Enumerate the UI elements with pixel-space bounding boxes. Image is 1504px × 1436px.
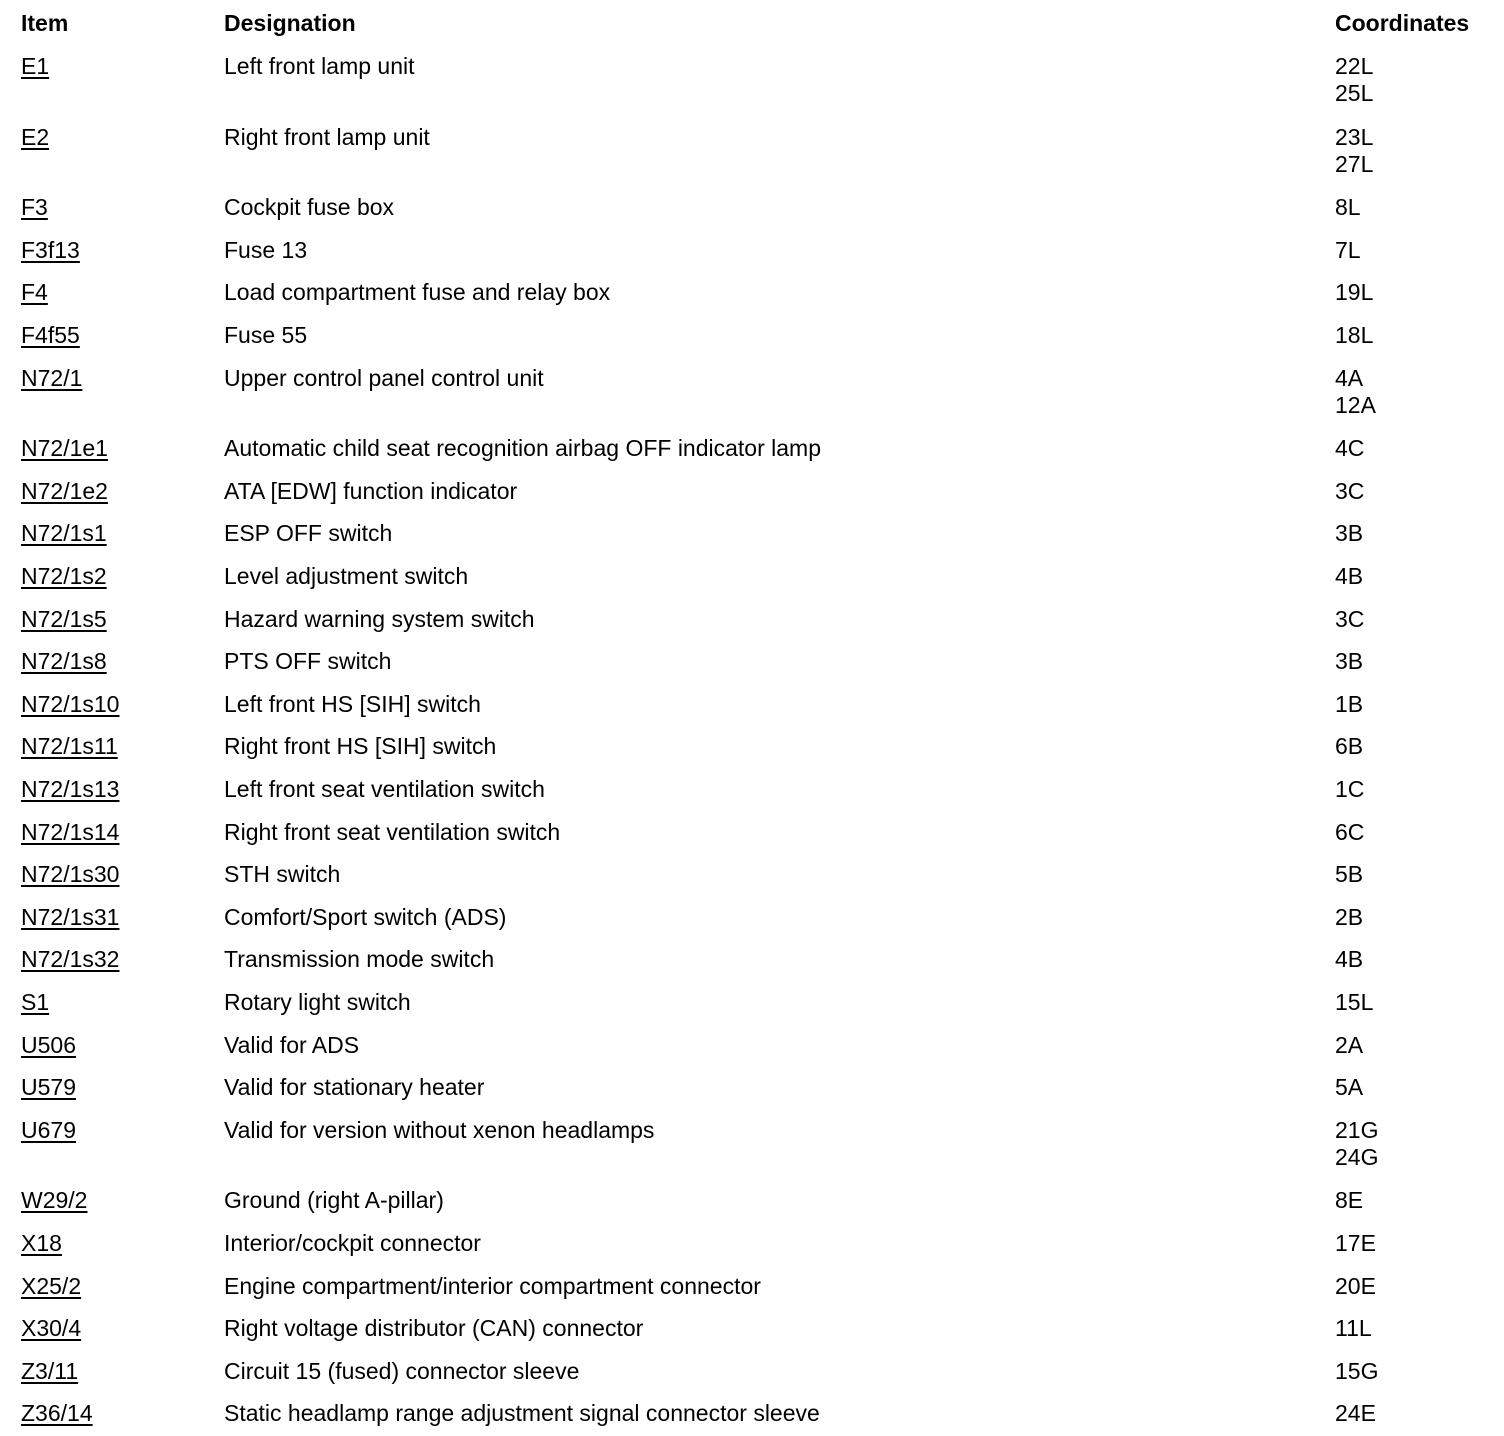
item-cell <box>21 776 119 803</box>
coordinates-cell <box>1335 691 1363 718</box>
coordinate-value: 15L <box>1335 989 1374 1015</box>
coordinate-value: 21G <box>1335 1117 1379 1143</box>
coordinates-cell <box>1335 946 1363 973</box>
coordinate-value: 24E <box>1335 1400 1376 1426</box>
item-cell <box>21 435 108 462</box>
coordinates-cell <box>1335 563 1363 590</box>
designation-cell: Fuse 55 <box>224 322 308 348</box>
item-link[interactable]: N72/1s14 <box>21 819 120 845</box>
coordinates-cell <box>1335 819 1364 846</box>
coordinate-value: 6C <box>1335 819 1365 845</box>
coordinates-cell <box>1335 365 1376 419</box>
item-cell <box>21 194 48 221</box>
designation-cell: Rotary light switch <box>224 989 411 1015</box>
coordinate-value: 3C <box>1335 478 1365 504</box>
coordinates-cell <box>1335 53 1373 107</box>
coordinates-cell <box>1335 989 1373 1016</box>
coordinate-value: 2A <box>1335 1032 1364 1058</box>
coordinates-cell <box>1335 124 1373 178</box>
coordinate-value: 4A <box>1335 365 1364 391</box>
coordinate-value: 1B <box>1335 691 1364 717</box>
item-link[interactable]: E2 <box>21 124 50 150</box>
coordinates-cell <box>1335 478 1364 505</box>
coordinates-cell <box>1335 606 1364 633</box>
designation-cell: Level adjustment switch <box>224 563 469 589</box>
designation-cell: Left front lamp unit <box>224 53 415 79</box>
item-link[interactable]: N72/1s13 <box>21 776 120 802</box>
coordinate-value: 4C <box>1335 435 1365 461</box>
item-link[interactable]: U506 <box>21 1032 76 1058</box>
item-cell <box>21 1273 81 1300</box>
coordinate-value: 22L <box>1335 53 1374 79</box>
item-cell <box>21 904 119 931</box>
item-link[interactable]: Z3/11 <box>21 1358 79 1384</box>
designation-cell: Interior/cockpit connector <box>224 1230 481 1256</box>
item-cell <box>21 53 49 80</box>
designation-cell: Upper control panel control unit <box>224 365 544 391</box>
item-cell <box>21 279 48 306</box>
coordinate-value: 3B <box>1335 520 1364 546</box>
coordinate-value: 2B <box>1335 904 1364 930</box>
coordinates-cell <box>1335 1400 1376 1427</box>
item-cell <box>21 124 49 151</box>
designation-cell: Right voltage distributor (CAN) connector <box>224 1315 644 1341</box>
designation-cell: Cockpit fuse box <box>224 194 395 220</box>
item-link[interactable]: F3 <box>21 194 48 220</box>
designation-cell: Left front HS [SIH] switch <box>224 691 481 717</box>
item-link[interactable]: N72/1s5 <box>21 606 107 632</box>
coordinate-value: 3B <box>1335 648 1364 674</box>
item-cell <box>21 606 107 633</box>
item-link[interactable]: N72/1s31 <box>21 904 120 930</box>
coordinate-value: 25L <box>1335 80 1374 106</box>
item-link[interactable]: N72/1s1 <box>21 520 107 546</box>
coordinates-cell <box>1335 194 1361 221</box>
coordinates-cell <box>1335 1358 1378 1385</box>
item-link[interactable]: W29/2 <box>21 1187 88 1213</box>
coordinate-value: 1C <box>1335 776 1365 802</box>
designation-cell: ESP OFF switch <box>224 520 393 546</box>
designation-cell: Comfort/Sport switch (ADS) <box>224 904 507 930</box>
item-link[interactable]: S1 <box>21 989 50 1015</box>
designation-cell: Ground (right A-pillar) <box>224 1187 444 1213</box>
item-cell <box>21 733 118 760</box>
item-link[interactable]: N72/1s8 <box>21 648 107 674</box>
item-cell <box>21 478 108 505</box>
designation-cell: Transmission mode switch <box>224 946 495 972</box>
item-cell <box>21 989 49 1016</box>
coordinates-cell <box>1335 861 1363 888</box>
designation-cell: Fuse 13 <box>224 237 308 263</box>
coordinate-value: 7L <box>1335 237 1361 263</box>
coordinate-value: 8L <box>1335 194 1361 220</box>
coordinates-cell <box>1335 237 1361 264</box>
item-cell <box>21 946 119 973</box>
item-cell <box>21 1315 81 1342</box>
designation-cell: Valid for version without xenon headlamps <box>224 1117 655 1143</box>
item-link[interactable]: X18 <box>21 1230 62 1256</box>
item-link[interactable]: X25/2 <box>21 1273 82 1299</box>
item-link[interactable]: N72/1s2 <box>21 563 107 589</box>
item-link[interactable]: N72/1e2 <box>21 478 108 504</box>
designation-cell: Hazard warning system switch <box>224 606 535 632</box>
item-cell <box>21 1117 76 1144</box>
header-coordinates: Coordinates <box>1335 10 1470 36</box>
item-cell <box>21 365 82 392</box>
designation-cell: Circuit 15 (fused) connector sleeve <box>224 1358 580 1384</box>
coordinate-value: 4B <box>1335 563 1364 589</box>
coordinates-cell <box>1335 1074 1363 1101</box>
designation-cell: ATA [EDW] function indicator <box>224 478 518 504</box>
item-cell <box>21 1032 76 1059</box>
coordinates-cell <box>1335 648 1363 675</box>
coordinates-cell <box>1335 279 1373 306</box>
item-cell <box>21 1358 78 1385</box>
designation-cell: Load compartment fuse and relay box <box>224 279 611 305</box>
coordinates-cell <box>1335 1230 1376 1257</box>
item-link[interactable]: Z36/14 <box>21 1400 93 1426</box>
item-cell <box>21 819 119 846</box>
item-cell <box>21 322 80 349</box>
item-link[interactable]: U679 <box>21 1117 76 1143</box>
designation-cell: Right front HS [SIH] switch <box>224 733 497 759</box>
coordinates-cell <box>1335 322 1373 349</box>
header-item: Item <box>21 10 69 36</box>
item-cell <box>21 520 107 547</box>
item-link[interactable]: N72/1s11 <box>21 733 118 759</box>
coordinate-value: 23L <box>1335 124 1374 150</box>
designation-cell: Valid for ADS <box>224 1032 360 1058</box>
coordinate-value: 11L <box>1335 1315 1372 1341</box>
item-link[interactable]: F3f13 <box>21 237 80 263</box>
item-cell <box>21 237 80 264</box>
designation-cell: STH switch <box>224 861 341 887</box>
designation-cell: Automatic child seat recognition airbag OFF indicator lamp <box>224 435 822 461</box>
coordinate-value: 18L <box>1335 322 1374 348</box>
coordinate-value: 3C <box>1335 606 1365 632</box>
item-cell <box>21 691 119 718</box>
item-cell <box>21 563 107 590</box>
item-cell <box>21 648 107 675</box>
designation-cell: Engine compartment/interior compartment connector <box>224 1273 761 1299</box>
coordinate-value: 19L <box>1335 279 1374 305</box>
coordinates-cell <box>1335 904 1363 931</box>
coordinate-value: 5A <box>1335 1074 1364 1100</box>
item-link[interactable]: E1 <box>21 53 50 79</box>
coordinates-cell <box>1335 1273 1376 1300</box>
designation-cell: Left front seat ventilation switch <box>224 776 545 802</box>
item-cell <box>21 1187 87 1214</box>
coordinate-value: 17E <box>1335 1230 1376 1256</box>
item-link[interactable]: N72/1s10 <box>21 691 120 717</box>
designation-cell: Valid for stationary heater <box>224 1074 485 1100</box>
item-cell <box>21 1230 62 1257</box>
item-link[interactable]: N72/1e1 <box>21 435 108 461</box>
coordinates-cell <box>1335 435 1364 462</box>
coordinates-cell <box>1335 520 1363 547</box>
coordinate-value: 15G <box>1335 1358 1379 1384</box>
coordinate-value: 12A <box>1335 392 1376 418</box>
item-cell <box>21 1074 76 1101</box>
coordinate-value: 5B <box>1335 861 1364 887</box>
designation-cell: PTS OFF switch <box>224 648 392 674</box>
coordinate-value: 27L <box>1335 151 1374 177</box>
coordinate-value: 6B <box>1335 733 1364 759</box>
coordinates-cell <box>1335 1032 1363 1059</box>
coordinate-value: 8E <box>1335 1187 1364 1213</box>
designation-cell: Right front lamp unit <box>224 124 430 150</box>
coordinates-cell <box>1335 776 1364 803</box>
item-cell <box>21 861 119 888</box>
item-link[interactable]: F4 <box>21 279 48 305</box>
coordinates-cell <box>1335 1315 1372 1342</box>
designation-cell: Right front seat ventilation switch <box>224 819 561 845</box>
item-link[interactable]: U579 <box>21 1074 76 1100</box>
header-designation: Designation <box>224 10 356 36</box>
item-link[interactable]: X30/4 <box>21 1315 82 1341</box>
coordinate-value: 20E <box>1335 1273 1376 1299</box>
item-cell <box>21 1400 93 1427</box>
item-link[interactable]: N72/1 <box>21 365 83 391</box>
designation-cell: Static headlamp range adjustment signal connector sleeve <box>224 1400 820 1426</box>
coordinates-cell <box>1335 1187 1363 1214</box>
coordinate-value: 4B <box>1335 946 1364 972</box>
coordinates-cell <box>1335 733 1363 760</box>
coordinate-value: 24G <box>1335 1144 1379 1170</box>
item-link[interactable]: F4f55 <box>21 322 80 348</box>
coordinates-cell <box>1335 1117 1378 1171</box>
item-link[interactable]: N72/1s32 <box>21 946 120 972</box>
item-link[interactable]: N72/1s30 <box>21 861 120 887</box>
